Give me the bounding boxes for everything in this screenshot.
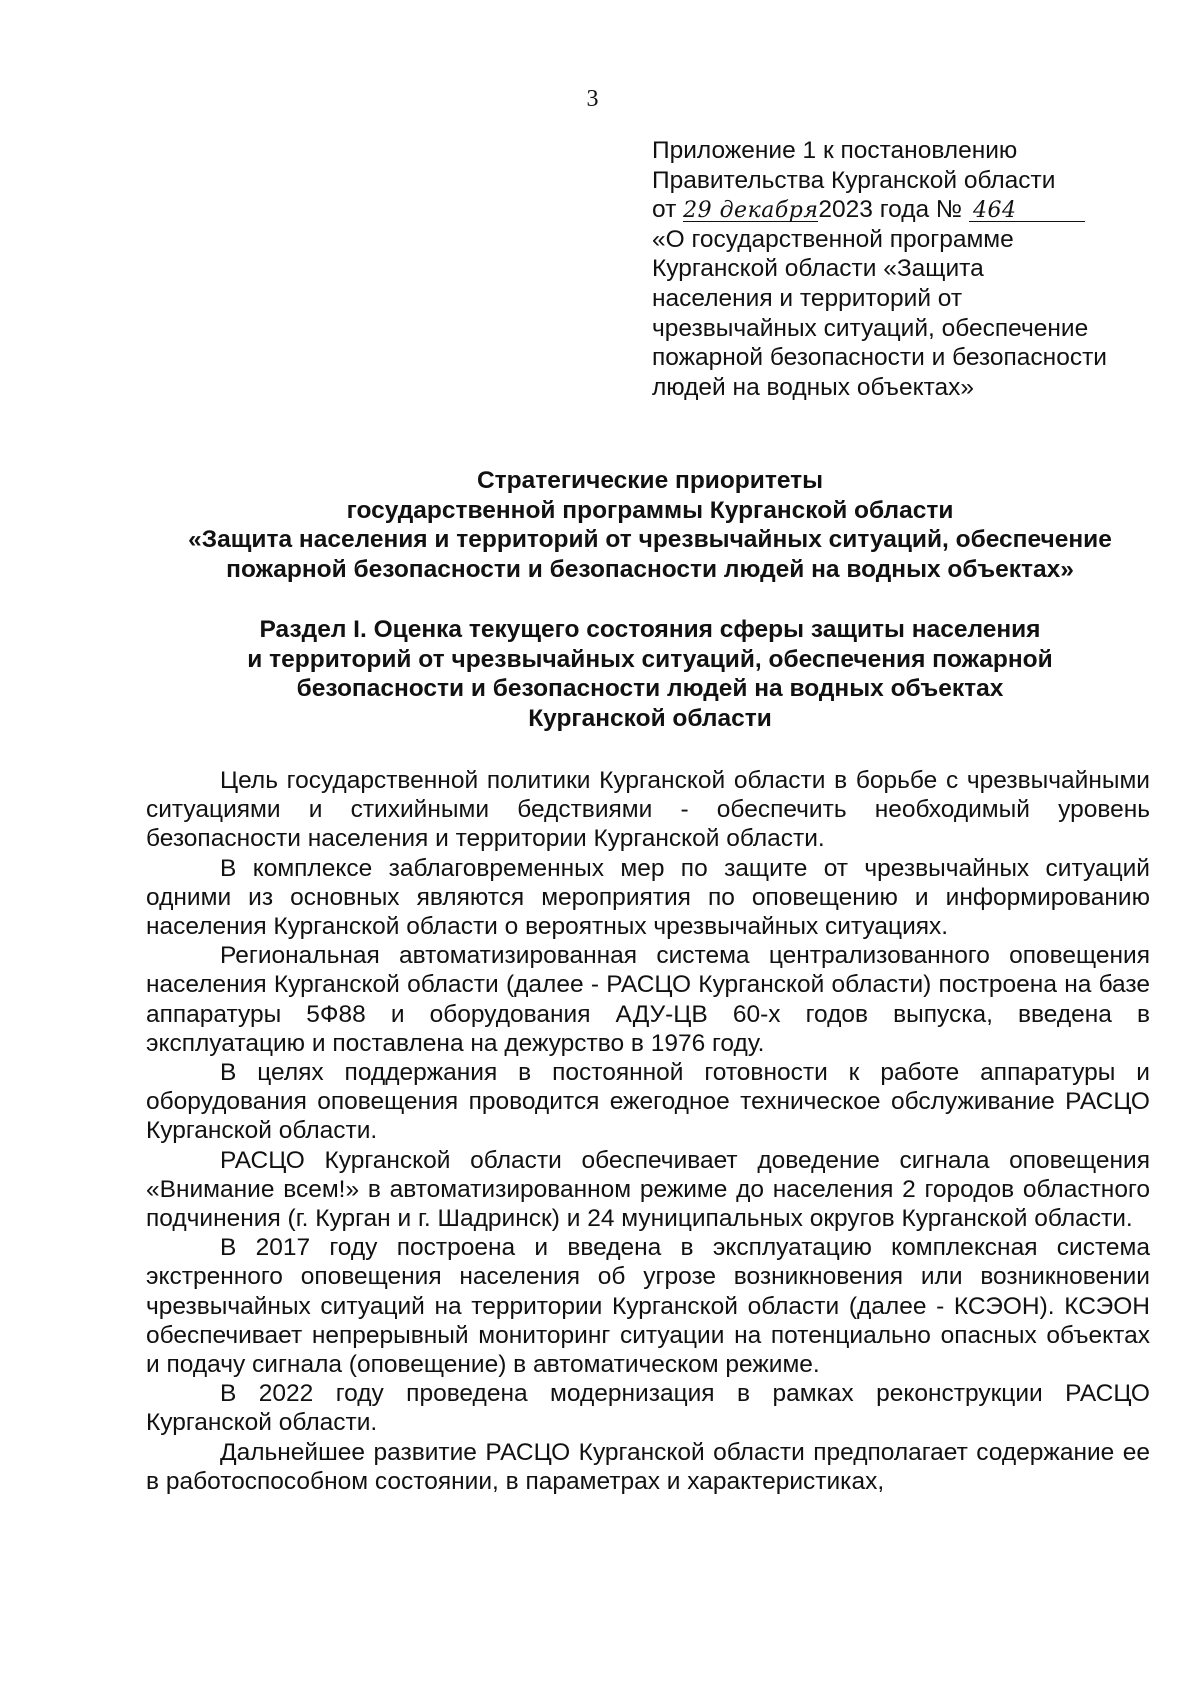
section-line: и территорий от чрезвычайных ситуаций, обеспечения пожарной [247, 645, 1053, 673]
appendix-line: людей на водных объектах» [652, 373, 975, 401]
body-text [146, 766, 1150, 1496]
paragraph: В 2022 году проведена модернизация в рамках реконструкции РАСЦО Курганской области. [146, 1380, 1150, 1437]
appendix-header [652, 136, 1162, 402]
title-line: Стратегические приоритеты [476, 467, 824, 494]
section-line: Раздел I. Оценка текущего состояния сферы защиты населения [259, 616, 1041, 643]
paragraph: РАСЦО Курганской области обеспечивает доведение сигнала оповещения «Внимание всем!» в автоматизированном режиме до населения 2 городов областного подчинения (г. Курган и г. Шадринск) и 24 муниципальных округов Курганской области. [146, 1146, 1150, 1233]
paragraph: В целях поддержания в постоянной готовности к работе аппаратуры и оборудования оповещения проводится ежегодное техническое обслуживание РАСЦО Курганской области. [146, 1059, 1150, 1145]
section-line: Курганской области [528, 704, 772, 732]
date-prefix: от [652, 196, 677, 224]
appendix-line: Приложение 1 к постановлению [652, 137, 1018, 164]
appendix-line: Курганской области «Защита [652, 255, 984, 283]
appendix-line: «О государственной программе [652, 225, 1014, 253]
title-line: пожарной безопасности и безопасности людей на водных объектах» [226, 555, 1074, 583]
title-line: государственной программы Курганской области [346, 496, 954, 524]
paragraph: Дальнейшее развитие РАСЦО Курганской области предполагает содержание ее в работоспособном состоянии, в параметрах и характеристиках, [146, 1438, 1150, 1495]
paragraph: В комплексе заблаговременных мер по защите от чрезвычайных ситуаций одними из основных являются мероприятия по оповещению и информированию населения Курганской области о вероятных чрезвычайных ситуациях. [146, 854, 1150, 941]
appendix-line: Правительства Курганской области [652, 166, 1056, 194]
section-heading [130, 615, 1170, 733]
page-number: 3 [586, 86, 599, 112]
appendix-date-line [652, 195, 1162, 225]
appendix-line: населения и территорий от [652, 284, 963, 312]
handwritten-date: 29 декабря [683, 198, 819, 224]
paragraph: Цель государственной политики Курганской области в борьбе с чрезвычайными ситуациями и стихийными бедствиями - обеспечить необходимый уровень безопасности населения и территории Курганской области. [146, 767, 1150, 853]
appendix-line: чрезвычайных ситуаций, обеспечение [652, 314, 1089, 342]
paragraph: В 2017 году построена и введена в эксплуатацию комплексная система экстренного оповещения населения об угрозе возникновения или возникновении чрезвычайных ситуаций на территории Курганской области (далее - КСЭОН). КСЭОН обеспечивает непрерывный мониторинг ситуации на потенциально опасных объектах и подачу сигнала (оповещение) в автоматическом режиме. [146, 1234, 1150, 1379]
handwritten-number: 464 [969, 201, 1085, 222]
date-suffix: 2023 года № [818, 196, 963, 224]
appendix-line: пожарной безопасности и безопасности [652, 344, 1107, 372]
section-line: безопасности и безопасности людей на водных объектах [296, 675, 1004, 702]
paragraph: Региональная автоматизированная система централизованного оповещения населения Курганской области (далее - РАСЦО Курганской области) построена на базе аппаратуры 5Ф88 и оборудования АДУ-ЦВ 60-х годов выпуска, введена в эксплуатацию и поставлена на дежурство в 1976 году. [146, 942, 1150, 1057]
title-line: «Защита населения и территорий от чрезвычайных ситуаций, обеспечение [188, 526, 1112, 553]
document-title [130, 466, 1170, 584]
